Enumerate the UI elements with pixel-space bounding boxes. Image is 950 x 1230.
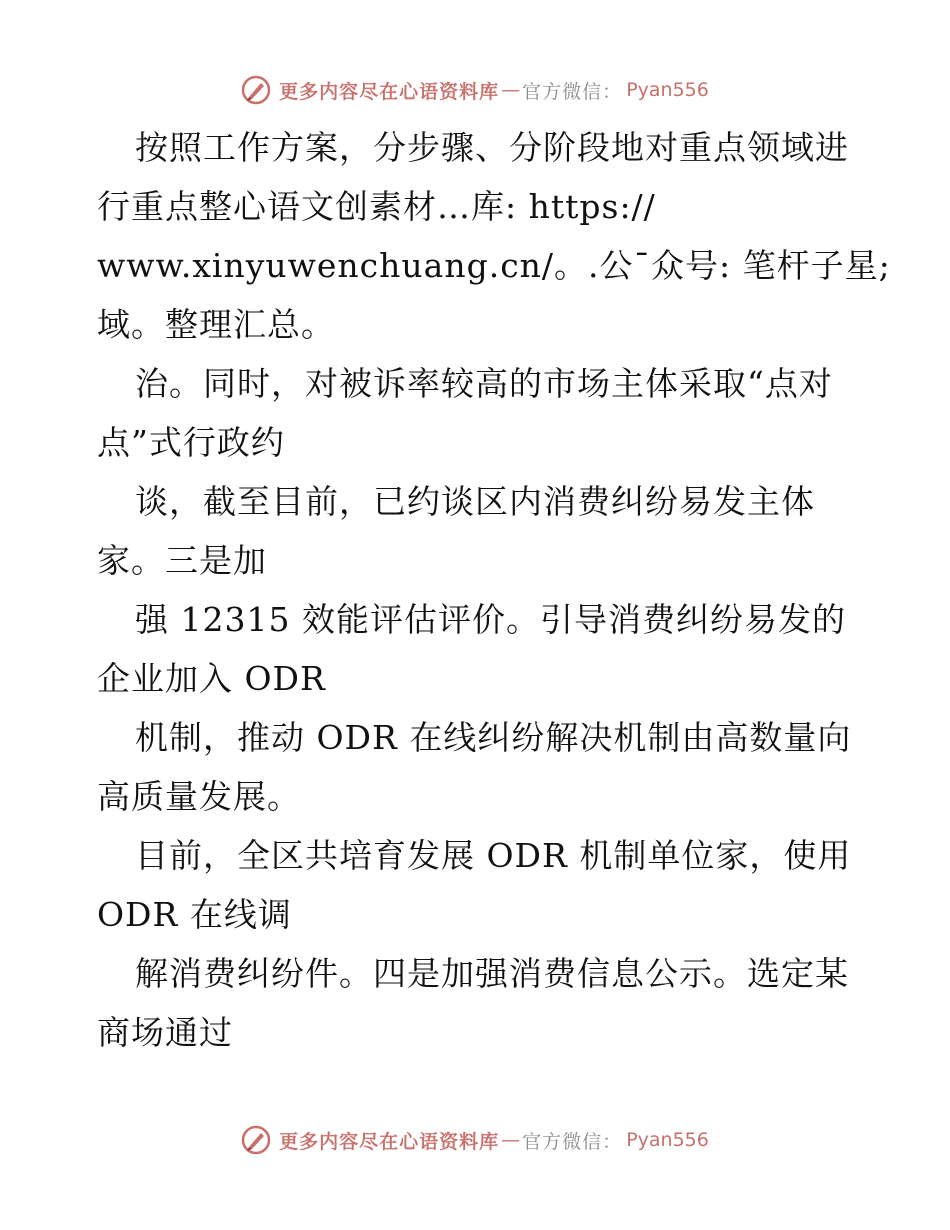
watermark-dash: — (501, 1129, 521, 1151)
header-watermark (0, 70, 950, 110)
watermark-contact: 官方微信： (522, 80, 623, 103)
text-line: 家。三是加 (97, 541, 267, 580)
text-line: 谈，截至目前，已约谈区内消费纠纷易发主体 (135, 482, 815, 521)
watermark-title: 更多内容尽在心语资料库 (279, 80, 500, 103)
text-line: www.xinyuwenchuang.cn/。.公¯众号: 笔杆子星; (97, 246, 891, 285)
paragraph-1 (97, 118, 891, 354)
watermark-id: Pyan556 (626, 1129, 709, 1151)
watermark-title: 更多内容尽在心语资料库 (279, 1130, 500, 1153)
paragraph-6 (97, 826, 877, 944)
text-line: 治。同时，对被诉率较高的市场主体采取“点对 (135, 364, 833, 403)
text-line: 域。整理汇总。 (97, 305, 335, 344)
document-body (97, 118, 891, 1062)
paragraph-3 (97, 472, 877, 590)
text-line: 高质量发展。 (97, 777, 301, 816)
text-line: ODR 在线调 (97, 895, 292, 934)
watermark-contact: 官方微信： (522, 1130, 623, 1153)
text-line: 解消费纠纷件。四是加强消费信息公示。选定某 (135, 954, 849, 993)
paragraph-5 (97, 708, 877, 826)
text-line: 企业加入 ODR (97, 659, 326, 698)
paragraph-7 (97, 944, 877, 1062)
text-line: 点”式行政约 (97, 423, 285, 462)
pen-logo-icon (241, 1125, 271, 1155)
text-line: 商场通过 (97, 1013, 233, 1052)
footer-watermark (0, 1120, 950, 1160)
text-line: 强 12315 效能评估评价。引导消费纠纷易发的 (135, 600, 846, 639)
text-line: 目前，全区共培育发展 ODR 机制单位家，使用 (135, 836, 852, 875)
text-line: 行重点整心语文创素材…库: https:// (97, 187, 656, 226)
paragraph-2 (97, 354, 877, 472)
text-line: 按照工作方案，分步骤、分阶段地对重点领域进 (135, 128, 849, 167)
text-line: 机制，推动 ODR 在线纠纷解决机制由高数量向 (135, 718, 852, 757)
paragraph-4 (97, 590, 877, 708)
watermark-id: Pyan556 (626, 79, 709, 101)
pen-logo-icon (241, 75, 271, 105)
watermark-dash: — (501, 79, 521, 101)
